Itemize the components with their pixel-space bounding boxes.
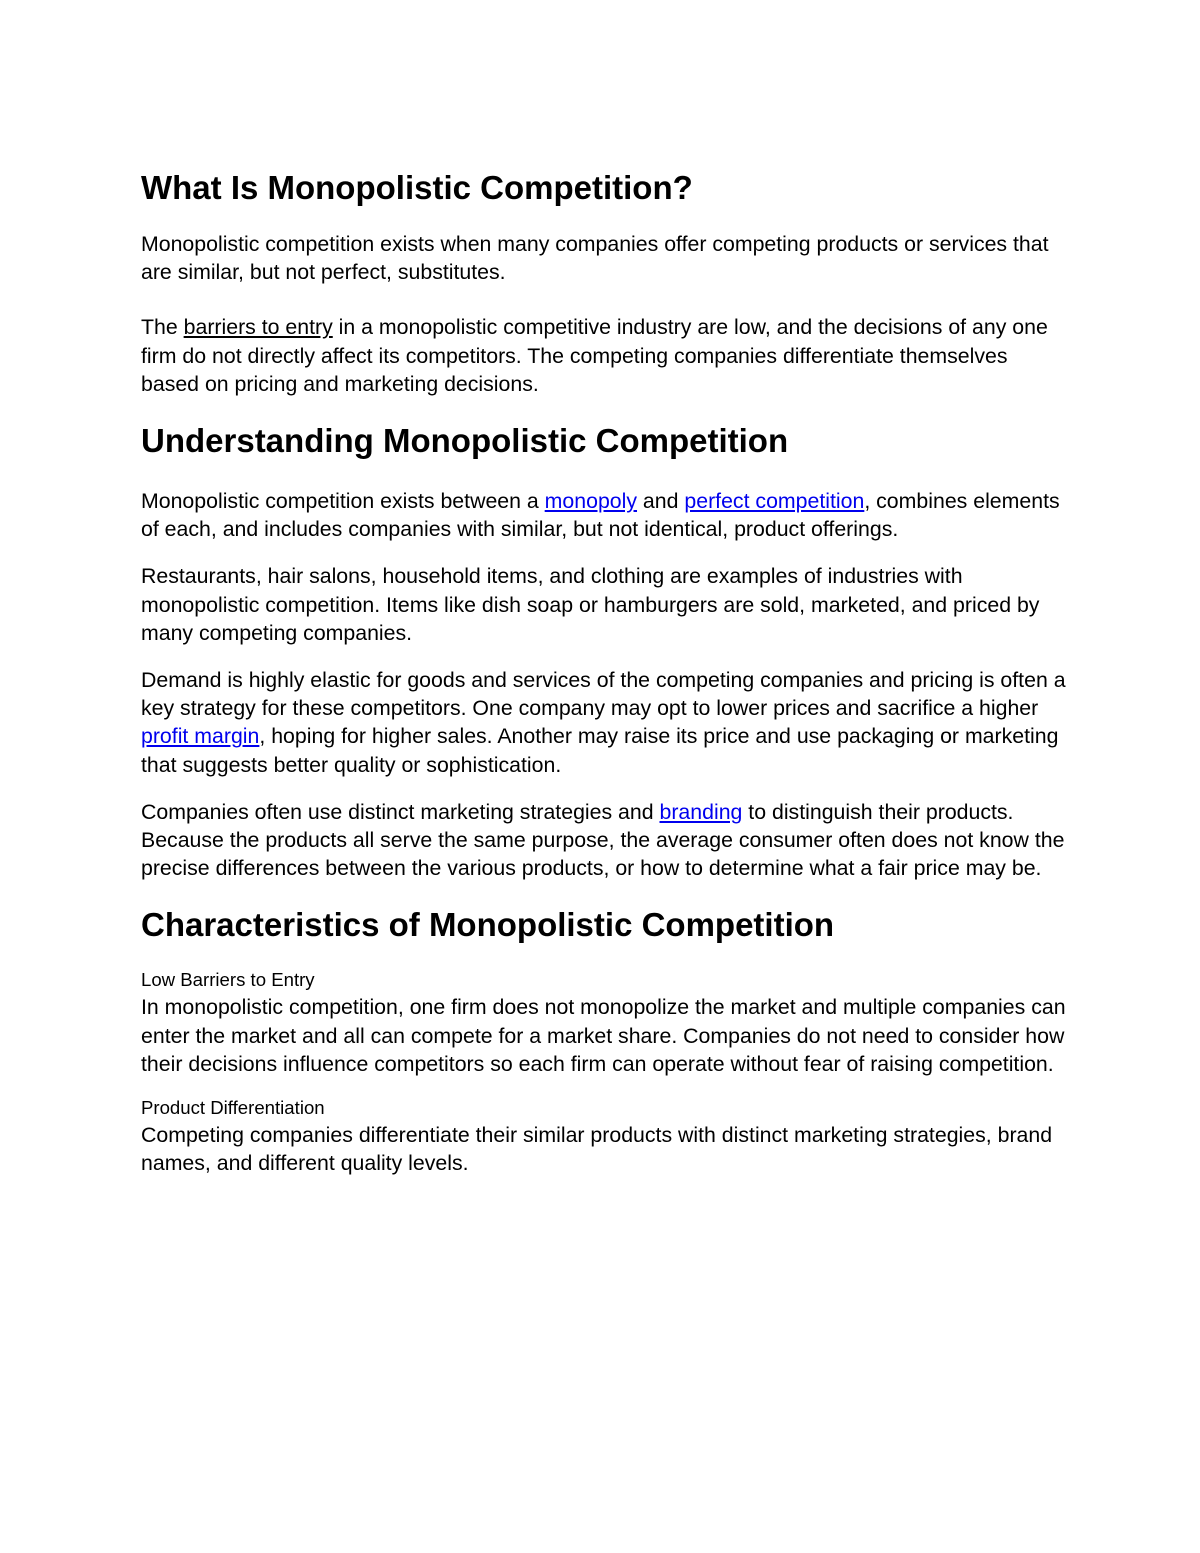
link-branding[interactable]: branding: [659, 799, 743, 824]
link-profit-margin[interactable]: profit margin: [141, 724, 260, 749]
paragraph-branding: [141, 798, 1066, 883]
heading-understanding-monopolistic-competition: Understanding Monopolistic Competition: [141, 422, 789, 460]
link-perfect-competition[interactable]: perfect competition: [684, 489, 865, 514]
subheading-product-differentiation: Product Differentiation: [141, 1097, 325, 1119]
paragraph-between: [141, 487, 1066, 543]
paragraph-text: Monopolistic competition exists between a: [141, 489, 545, 514]
paragraph-text: to distinguish their products. Because the products all serve the same purpose, the average consumer often does not know the precise differences between the various products, or how to determine what a fair price may be.: [141, 799, 1065, 881]
paragraph-low-barriers: In monopolistic competition, one firm does not monopolize the market and multiple companies can enter the market and all can compete for a market share. Companies do not need to consider how their decisions influence competitors so each firm can operate without fear of raising competition.: [141, 995, 1066, 1076]
heading-characteristics: Characteristics of Monopolistic Competition: [141, 906, 835, 944]
paragraph-product-differentiation: Competing companies differentiate their similar products with distinct marketing strategies, brand names, and different quality levels.: [141, 1123, 1053, 1176]
link-barriers-to-entry[interactable]: barriers to entry: [183, 315, 333, 340]
paragraph-text: in a monopolistic competitive industry are low, and the decisions of any one firm do not directly affect its competitors. The competing companies differentiate themselves based on pricing and marketing decisions.: [141, 315, 1048, 396]
paragraph-text: and: [637, 489, 685, 514]
link-monopoly[interactable]: monopoly: [544, 489, 638, 514]
paragraph-text: , hoping for higher sales. Another may raise its price and use packaging or marketing that suggests better quality or sophistication.: [141, 724, 1059, 777]
paragraph-examples: Restaurants, hair salons, household items, and clothing are examples of industries with monopolistic competition. Items like dish soap or hamburgers are sold, marketed, and priced by many competing companies.: [141, 564, 1040, 645]
heading-what-is-monopolistic-competition: What Is Monopolistic Competition?: [141, 169, 693, 206]
paragraph-text: Demand is highly elastic for goods and services of the competing companies and pricing is often a key strategy for these competitors. One company may opt to lower prices and sacrifice a higher: [141, 668, 1066, 721]
paragraph-text: The: [141, 315, 184, 340]
paragraph-demand: [141, 666, 1066, 779]
document-page: [141, 168, 1066, 1177]
paragraph-barriers: [141, 313, 1066, 398]
paragraph-definition: Monopolistic competition exists when many companies offer competing products or services that are similar, but not perfect, substitutes.: [141, 232, 1049, 285]
paragraph-text: Companies often use distinct marketing strategies and: [141, 799, 660, 824]
subheading-low-barriers: Low Barriers to Entry: [141, 969, 315, 991]
paragraph-text: , combines elements of each, and includes companies with similar, but not identical, product offerings.: [141, 489, 1060, 542]
